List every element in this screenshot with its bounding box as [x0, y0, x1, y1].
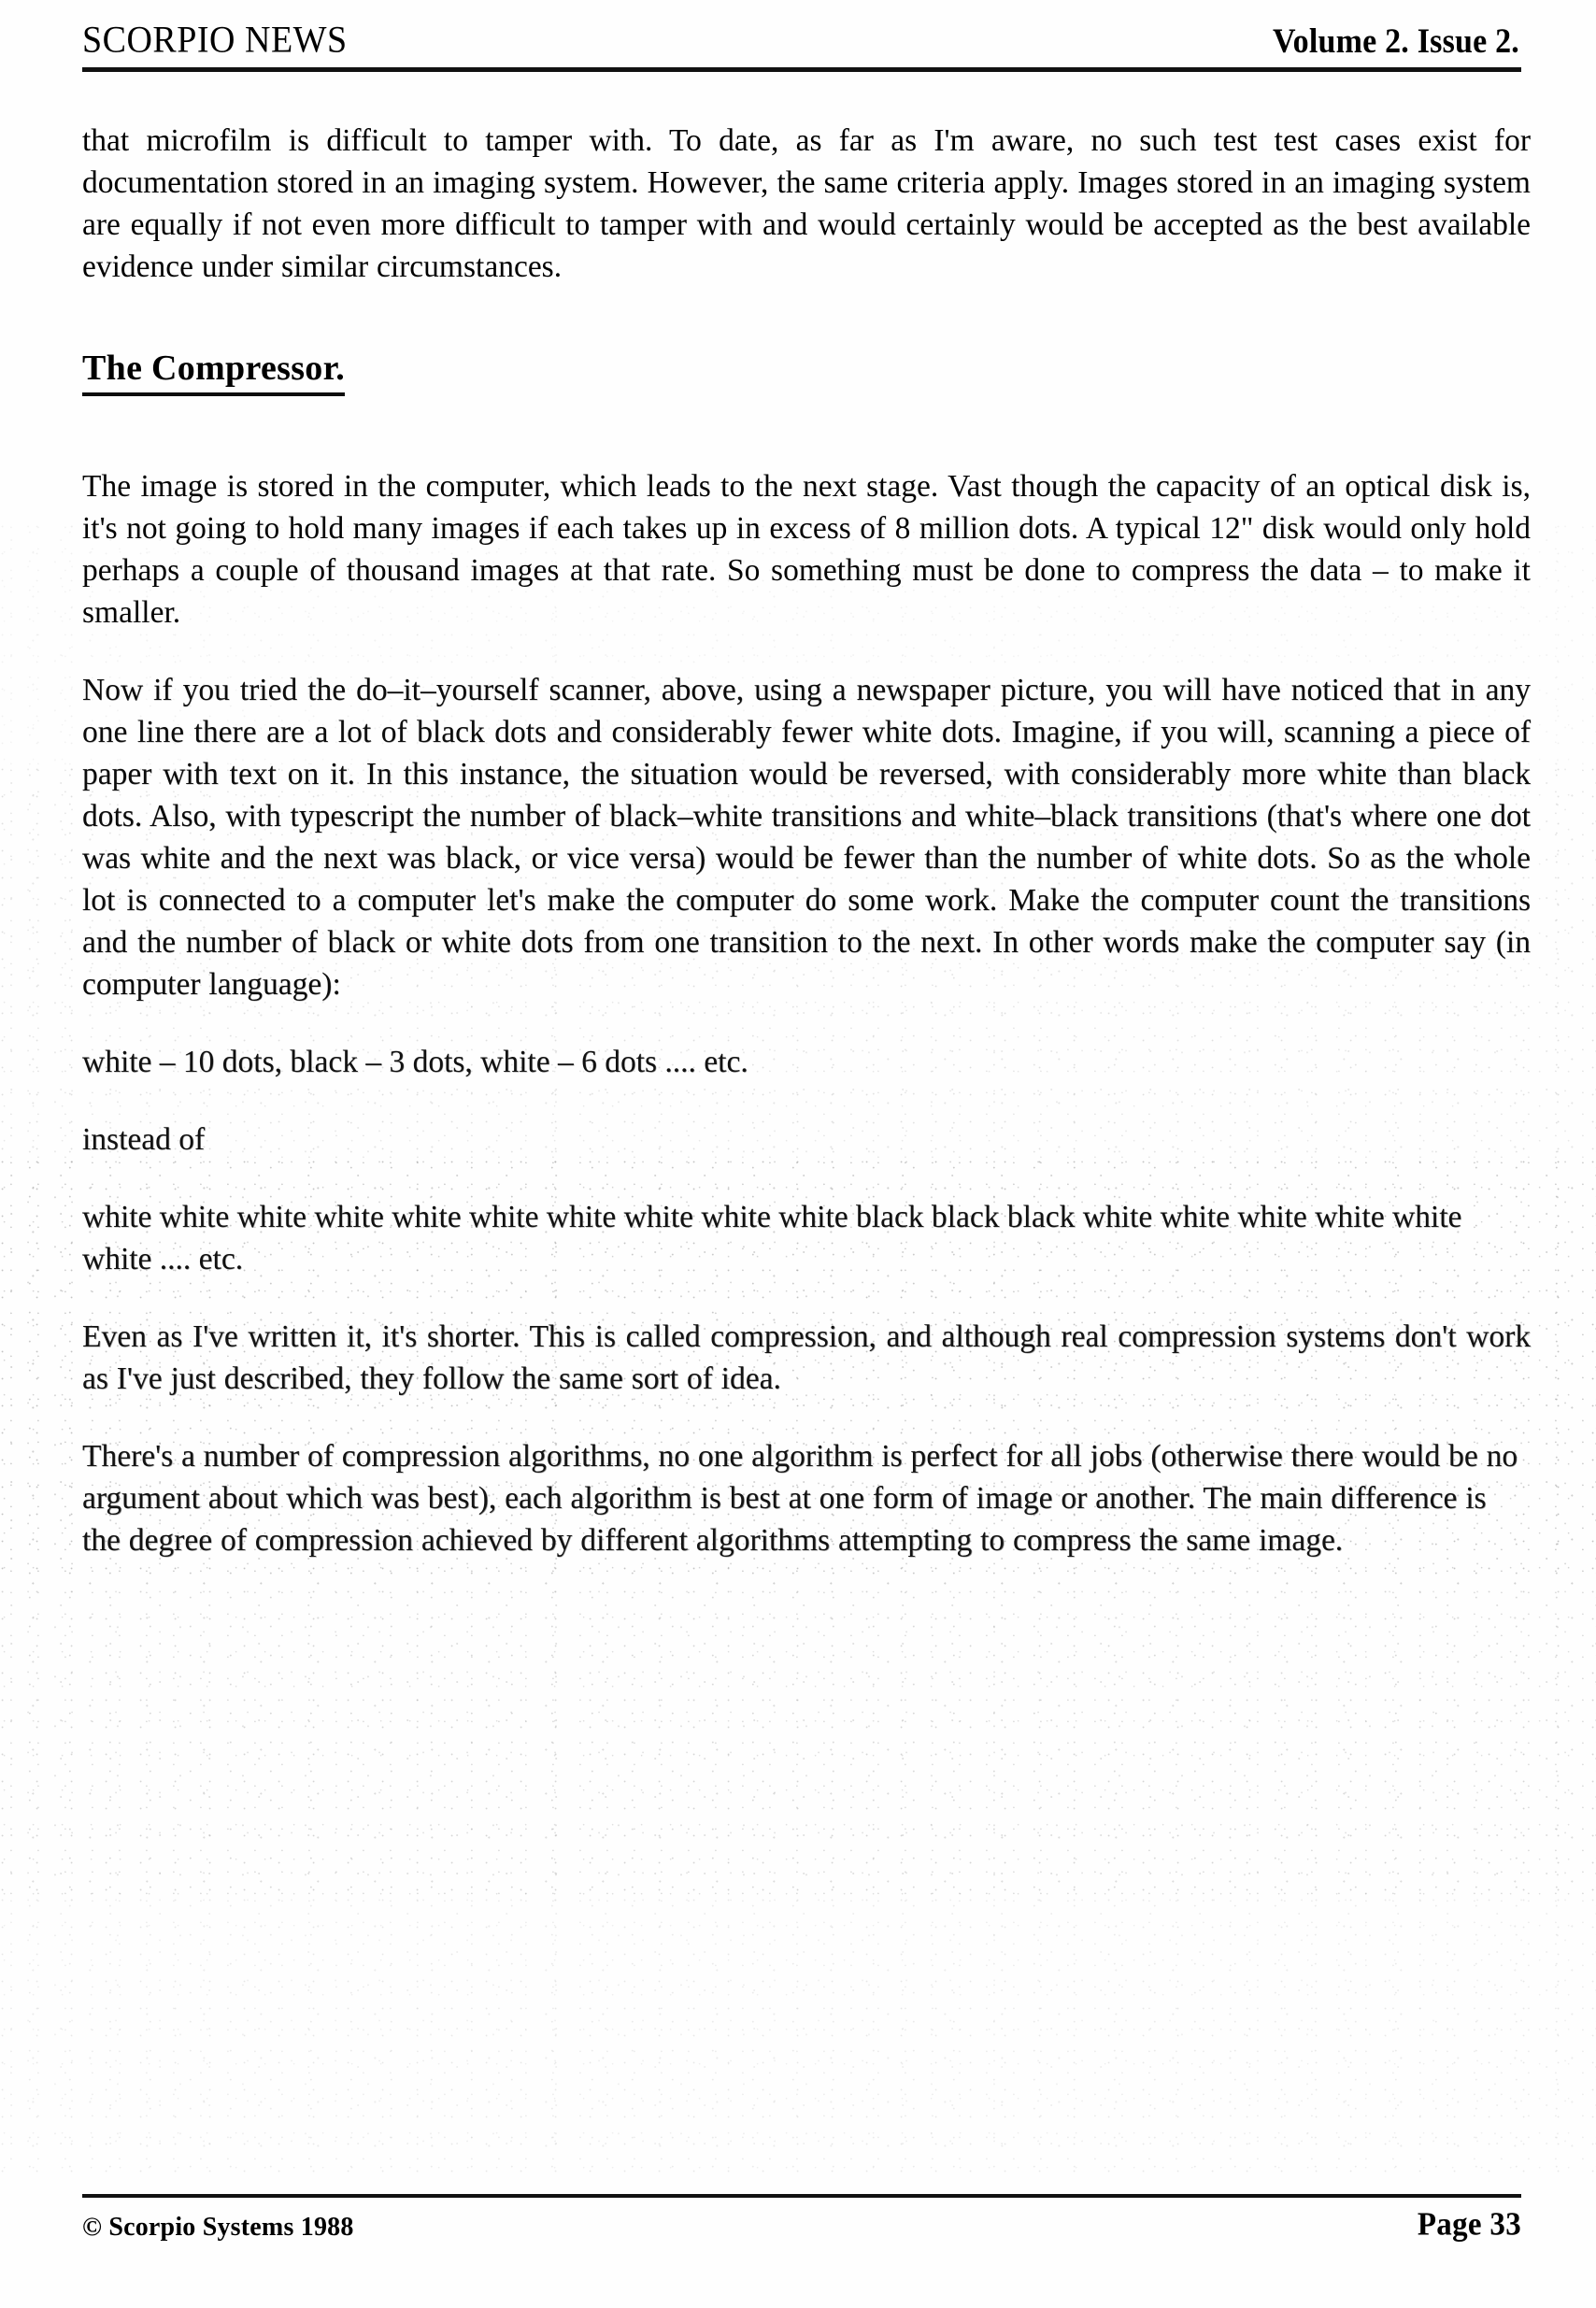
paragraph-compression-idea: Even as I've written it, it's shorter. This is called compression, and although real compression systems don't work as I've just described, they follow the same sort of idea. [82, 1319, 1531, 1396]
publication-title: SCORPIO NEWS [82, 19, 348, 61]
header-divider [82, 67, 1521, 72]
instead-of-label: instead of [82, 1122, 206, 1157]
footer-divider [82, 2194, 1521, 2198]
paragraph-microfilm: that microfilm is difficult to tamper with. To date, as far as I'm aware, no such test test cases exist for documentation stored in an imaging system. However, the same criteria apply. Images stored in an imaging system are equally if not even more difficult to tamper with and would certainly would be accepted as the best available evidence under similar circumstances. [82, 123, 1531, 284]
paragraph-image-storage: The image is stored in the computer, which leads to the next stage. Vast though the capacity of an optical disk is, it's not going to hold many images if each takes up in excess of 8 million dots. A typical 12" disk would only hold perhaps a couple of thousand images at that rate. So something must be done to compress the data – to make it smaller. [82, 469, 1531, 630]
paragraph-scanner-dots: Now if you tried the do–it–yourself scanner, above, using a newspaper picture, you will have noticed that in any one line there are a lot of black dots and considerably fewer white dots. Imagine, if you will, scanning a piece of paper with text on it. In this instance, the situation would be reversed, with considerably more white than black dots. Also, with typescript the number of black–white transitions and white–black transitions (that's where one dot was white and the next was black, or vice versa) would be fewer than the number of white dots. So as the whole lot is connected to a computer let's make the computer do some work. Make the computer count the transitions and the number of black or white dots from one transition to the next. In other words make the computer say (in computer language): [82, 673, 1531, 1002]
page-number: Page 33 [1417, 2207, 1521, 2243]
scan-noise-lower [0, 1589, 1596, 1897]
scan-noise-bottom [0, 1897, 1596, 2177]
section-heading-the-compressor: The Compressor. [82, 346, 345, 396]
page-footer [82, 2209, 1521, 2244]
copyright-notice: © Scorpio Systems 1988 [82, 2213, 354, 2242]
paragraph-algorithms: There's a number of compression algorithms, no one algorithm is perfect for all jobs (otherwise there would be no argument about which was best), each algorithm is best at one form of image or another. The main difference is the degree of compression achieved by different algorithms attempting to compress the same image. [82, 1439, 1518, 1558]
section-heading-wrap [82, 323, 1531, 434]
example-expanded-dots: white white white white white white white white white white black black black white white white white white white .... etc. [82, 1200, 1462, 1276]
example-run-length-encoded: white – 10 dots, black – 3 dots, white – 6 dots .... etc. [82, 1045, 748, 1079]
article-body [82, 120, 1531, 1597]
page-header [82, 21, 1519, 62]
issue-label: Volume 2. Issue 2. [1273, 22, 1519, 61]
